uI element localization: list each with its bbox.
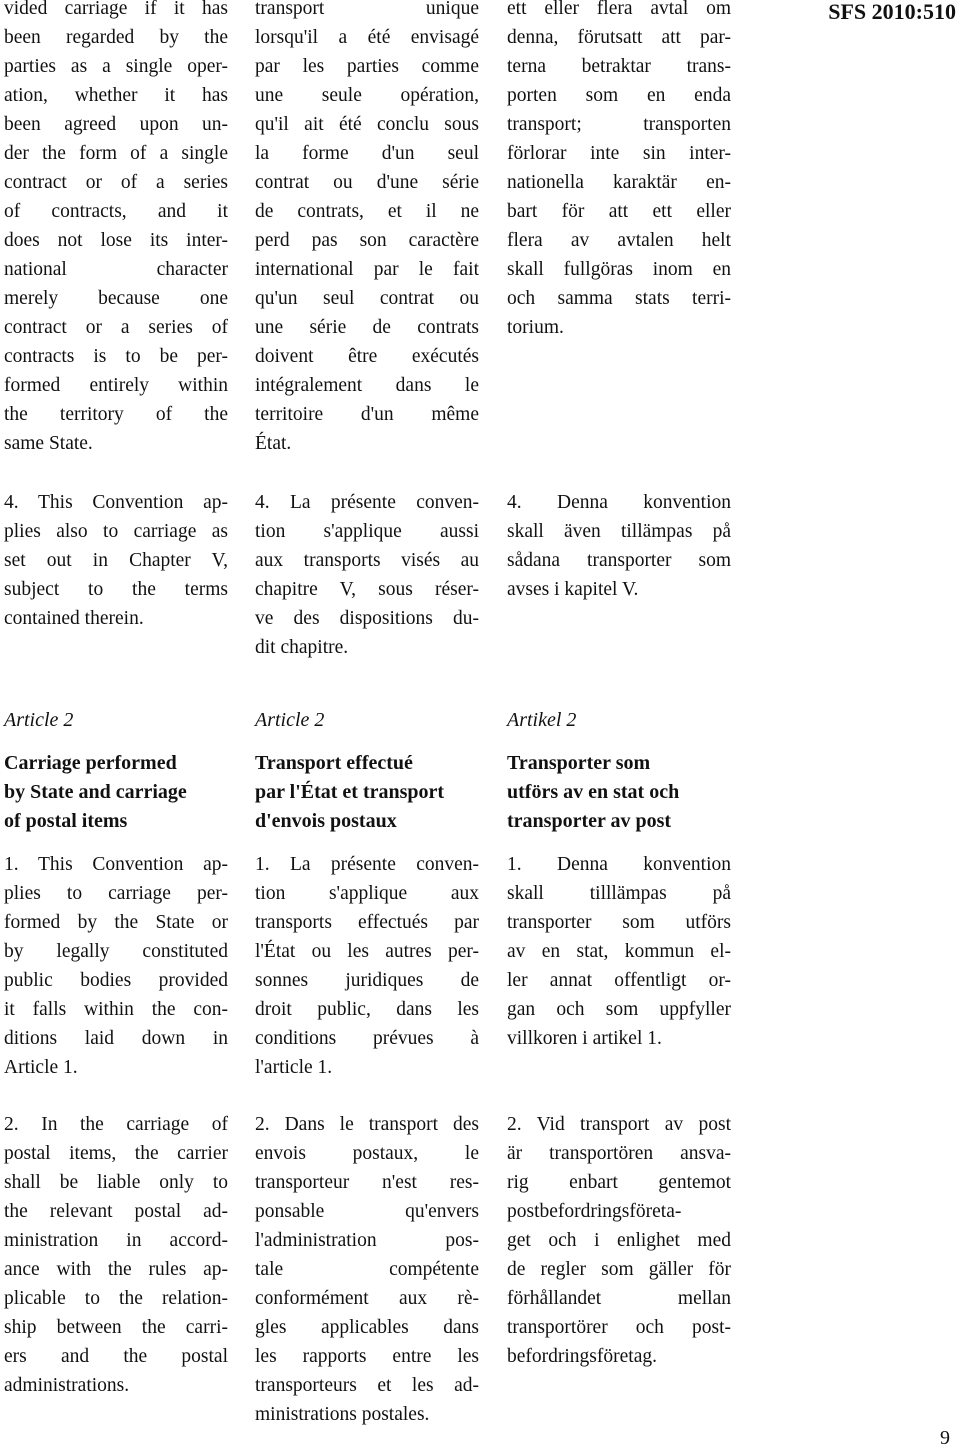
text-line: der the form of a single — [4, 143, 228, 164]
text-line: ministration in accord- — [4, 1230, 228, 1251]
text-line: by State and carriage — [4, 781, 187, 803]
text-line: formed entirely within — [4, 375, 228, 396]
text-line: Transporter som — [507, 752, 651, 774]
art2-para2-french — [255, 1110, 479, 1429]
text-line: been agreed upon un- — [4, 114, 228, 135]
text-line: perd pas son caractère — [255, 230, 479, 251]
article-heading-french — [255, 749, 485, 836]
text-line: ponsable qu'envers — [255, 1201, 479, 1222]
text-line: conditions prévues à — [255, 1028, 479, 1049]
art2-para1-french — [255, 850, 479, 1082]
text-line: been regarded by the — [4, 27, 228, 48]
text-line: contrat ou d'une série — [255, 172, 479, 193]
text-line: transports effectués par — [255, 912, 479, 933]
text-line: contract or of a series — [4, 172, 228, 193]
text-line: avses i kapitel V. — [507, 579, 639, 600]
article-label-french: Article 2 — [255, 709, 325, 731]
text-line: denna, förutsatt att par- — [507, 27, 731, 48]
text-line: qu'il ait été conclu sous — [255, 114, 479, 135]
text-line: villkoren i artikel 1. — [507, 1028, 662, 1049]
text-line: l'article 1. — [255, 1057, 333, 1078]
text-line: porten som en enda — [507, 85, 731, 106]
text-line: postal items, the carrier — [4, 1143, 228, 1164]
text-line: ance with the rules ap- — [4, 1259, 228, 1280]
text-line: administrations. — [4, 1375, 130, 1396]
text-line: 4. La présente conven- — [255, 492, 479, 513]
art2-para2-english — [4, 1110, 228, 1400]
art2-para1-english — [4, 850, 228, 1082]
article-heading-swedish — [507, 749, 737, 836]
text-line: public bodies provided — [4, 970, 228, 991]
text-line: förlorar inte sin inter- — [507, 143, 731, 164]
text-line: contract or a series of — [4, 317, 228, 338]
text-line: parties as a single oper- — [4, 56, 228, 77]
text-line: tale compétente — [255, 1259, 479, 1280]
text-line: sådana transporter som — [507, 550, 731, 571]
text-line: subject to the terms — [4, 579, 228, 600]
text-line: flera av avtalen helt — [507, 230, 731, 251]
text-line: 1. La présente conven- — [255, 854, 479, 875]
art1-para4-french — [255, 488, 479, 662]
text-line: set out in Chapter V, — [4, 550, 228, 571]
text-line: transportörer och post- — [507, 1317, 731, 1338]
text-line: gan och som uppfyller — [507, 999, 731, 1020]
text-line: transport unique — [255, 0, 479, 19]
text-line: les rapports entre les — [255, 1346, 479, 1367]
text-line: État. — [255, 433, 292, 454]
text-line: sonnes juridiques de — [255, 970, 479, 991]
text-line: lorsqu'il a été envisagé — [255, 27, 479, 48]
text-line: 1. Denna konvention — [507, 854, 731, 875]
text-line: av en stat, kommun el- — [507, 941, 731, 962]
art1-continuation-french — [255, 0, 479, 458]
article-label-english: Article 2 — [4, 709, 74, 731]
text-line: 4. Denna konvention — [507, 492, 731, 513]
text-line: la forme d'un seul — [255, 143, 479, 164]
text-line: the relevant postal ad- — [4, 1201, 228, 1222]
text-line: aux transports visés au — [255, 550, 479, 571]
text-line: utförs av en stat och — [507, 781, 680, 803]
text-line: formed by the State or — [4, 912, 228, 933]
text-line: doivent être exécutés — [255, 346, 479, 367]
text-line: ation, whether it has — [4, 85, 228, 106]
text-line: vided carriage if it has — [4, 0, 228, 19]
text-line: the territory of the — [4, 404, 228, 425]
text-line: ett eller flera avtal om — [507, 0, 731, 19]
text-line: tion s'applique aussi — [255, 521, 479, 542]
text-line: transport; transporten — [507, 114, 731, 135]
text-line: plies to carriage per- — [4, 883, 228, 904]
text-line: par l'État et transport — [255, 781, 445, 803]
text-line: tion s'applique aux — [255, 883, 479, 904]
text-line: ministrations postales. — [255, 1404, 430, 1425]
text-line: ship between the carri- — [4, 1317, 228, 1338]
art2-para1-swedish — [507, 850, 731, 1053]
text-line: ler annat offentligt or- — [507, 970, 731, 991]
text-line: torium. — [507, 317, 564, 338]
text-line: l'administration pos- — [255, 1230, 479, 1251]
text-line: Transport effectué — [255, 752, 413, 774]
text-line: rig enbart gentemot — [507, 1172, 731, 1193]
text-line: it falls within the con- — [4, 999, 228, 1020]
text-line: är transportören ansva- — [507, 1143, 731, 1164]
text-line: terna betraktar trans- — [507, 56, 731, 77]
text-line: transporteur n'est res- — [255, 1172, 479, 1193]
text-line: of contracts, and it — [4, 201, 228, 222]
text-line: ve des dispositions du- — [255, 608, 479, 629]
text-line: territoire d'un même — [255, 404, 479, 425]
text-line: nationella karaktär en- — [507, 172, 731, 193]
text-line: de contrats, et il ne — [255, 201, 479, 222]
text-line: by legally constituted — [4, 941, 228, 962]
text-line: transporter av post — [507, 810, 672, 832]
text-line: de regler som gäller för — [507, 1259, 731, 1280]
text-line: och samma stats terri- — [507, 288, 731, 309]
text-line: une seule opération, — [255, 85, 479, 106]
text-line: get och i enlighet med — [507, 1230, 731, 1251]
text-line: förhållandet mellan — [507, 1288, 731, 1309]
text-line: same State. — [4, 433, 93, 454]
text-line: 2. Vid transport av post — [507, 1114, 731, 1135]
text-line: Article 1. — [4, 1057, 78, 1078]
text-line: befordringsföretag. — [507, 1346, 657, 1367]
text-line: 4. This Convention ap- — [4, 492, 228, 513]
text-line: 1. This Convention ap- — [4, 854, 228, 875]
text-line: contracts is to be per- — [4, 346, 228, 367]
text-line: ditions laid down in — [4, 1028, 228, 1049]
text-line: does not lose its inter- — [4, 230, 228, 251]
text-line: transporter som utförs — [507, 912, 731, 933]
text-line: qu'un seul contrat ou — [255, 288, 479, 309]
art1-para4-swedish — [507, 488, 731, 604]
text-line: chapitre V, sous réser- — [255, 579, 479, 600]
text-line: ers and the postal — [4, 1346, 228, 1367]
text-line: intégralement dans le — [255, 375, 479, 396]
text-line: droit public, dans les — [255, 999, 479, 1020]
article-heading-english — [4, 749, 234, 836]
art2-para2-swedish — [507, 1110, 731, 1371]
text-line: gles applicables dans — [255, 1317, 479, 1338]
text-line: conformément aux rè- — [255, 1288, 479, 1309]
text-line: plies also to carriage as — [4, 521, 228, 542]
text-line: contained therein. — [4, 608, 144, 629]
art1-continuation-swedish — [507, 0, 731, 342]
text-line: international par le fait — [255, 259, 479, 280]
text-line: par les parties comme — [255, 56, 479, 77]
text-line: envois postaux, le — [255, 1143, 479, 1164]
art1-para4-english — [4, 488, 228, 633]
text-line: merely because one — [4, 288, 228, 309]
text-line: 2. In the carriage of — [4, 1114, 228, 1135]
text-line: shall be liable only to — [4, 1172, 228, 1193]
art1-continuation-english — [4, 0, 228, 458]
page-number: 9 — [940, 1427, 950, 1449]
text-line: l'État ou les autres per- — [255, 941, 479, 962]
text-line: plicable to the relation- — [4, 1288, 228, 1309]
text-line: transporteurs et les ad- — [255, 1375, 479, 1396]
text-line: 2. Dans le transport des — [255, 1114, 479, 1135]
text-line: dit chapitre. — [255, 637, 349, 658]
text-line: une série de contrats — [255, 317, 479, 338]
text-line: postbefordringsföreta- — [507, 1201, 682, 1222]
text-line: d'envois postaux — [255, 810, 397, 832]
text-line: skall tilllämpas på — [507, 883, 731, 904]
article-label-swedish: Artikel 2 — [507, 709, 577, 731]
text-line: skall fullgöras inom en — [507, 259, 731, 280]
document-reference: SFS 2010:510 — [828, 0, 956, 24]
text-line: Carriage performed — [4, 752, 177, 774]
text-line: bart för att ett eller — [507, 201, 731, 222]
text-line: national character — [4, 259, 228, 280]
text-line: skall även tillämpas på — [507, 521, 731, 542]
text-line: of postal items — [4, 810, 128, 832]
